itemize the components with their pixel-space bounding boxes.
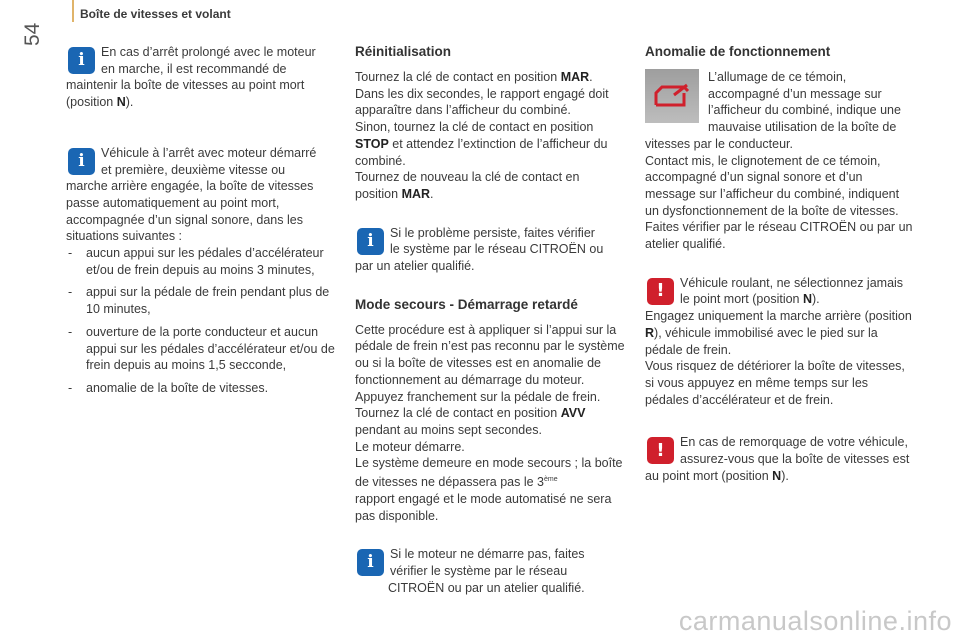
info-note-auto-neutral — [66, 145, 342, 397]
column-right — [645, 44, 915, 484]
warning-note-text: En cas de remorquage de votre véhicule, assurez-vous que la boîte de vitesses est au point mort (position N). — [645, 435, 910, 483]
info-note-text: Si le moteur ne démarre pas, faites vérifier le système par le réseau CITROËN ou par un atelier qualifié. — [388, 547, 585, 595]
heading-anomalie: Anomalie de fonctionnement — [645, 44, 831, 59]
column-middle — [355, 44, 625, 596]
info-note-engine — [355, 546, 625, 596]
reinit-text: Tournez la clé de contact en position MAR. Dans les dix secondes, le rapport engagé doit apparaître dans l’afficheur du combiné. Sinon, tournez la clé de contact en position STOP et attendez l’extinction de l’afficheur du combiné. Tournez de nouveau la clé de contact en position MAR. — [355, 70, 609, 201]
info-note-text: Véhicule à l’arrêt avec moteur démarré et première, deuxième vitesse ou marche arrière engagée, la boîte de vitesses passe automatiquement au point mort, accompagnée d’un signal sonore, dans les situations suivantes : — [66, 145, 317, 244]
gearbox-warning-lamp-icon — [645, 69, 699, 123]
list-item: - ouverture de la porte conducteur et aucun appui sur les pédales d’accélérateur et/ou de frein depuis au moins 1,5 secconde, — [66, 324, 342, 374]
warning-icon: ! — [647, 278, 674, 305]
anomalie-block — [645, 69, 915, 253]
page-number: 54 — [21, 22, 44, 46]
header-accent-bar — [72, 0, 74, 22]
mode-secours-text: Cette procédure est à appliquer si l’appui sur la pédale de frein n’est pas reconnu par le système ou si la boîte de vitesses est en anomalie de fonctionnement au démarrage du moteur. Appuyez franchement sur la pédale de frein. Tournez la clé de contact en position AVV pendant au moins sept secondes. Le moteur démarre. Le système demeure en mode secours ; la boîte de vitesses ne dépassera pas le 3ème rapport engagé et le mode automatisé ne sera pas disponible. — [355, 322, 625, 523]
watermark: carmanualsonline.info — [678, 606, 952, 636]
info-note-persist — [355, 225, 625, 275]
list-item: - anomalie de la boîte de vitesses. — [66, 380, 342, 397]
list-item: - aucun appui sur les pédales d’accélérateur et/ou de frein depuis au moins 3 minutes, — [66, 245, 342, 278]
heading-reinitialisation: Réinitialisation — [355, 44, 452, 59]
heading-mode-secours: Mode secours - Démarrage retardé — [355, 296, 578, 312]
info-note-text: En cas d’arrêt prolongé avec le moteur en marche, il est recommandé de maintenir la boîte de vitesses au point mort (position N). — [66, 45, 316, 110]
warning-note-neutral — [645, 275, 915, 409]
info-icon: i — [357, 228, 384, 255]
info-note-text: Si le problème persiste, faites vérifier le système par le réseau CITROËN ou par un atelier qualifié. — [355, 225, 604, 274]
column-left — [66, 44, 342, 403]
info-note-neutral — [66, 44, 342, 111]
info-icon: i — [68, 148, 95, 175]
warning-icon: ! — [647, 437, 674, 464]
conditions-list — [66, 245, 342, 397]
list-item: - appui sur la pédale de frein pendant plus de 10 minutes, — [66, 284, 342, 317]
warning-note-towing — [645, 434, 915, 484]
page-header-title: Boîte de vitesses et volant — [80, 7, 231, 21]
info-icon: i — [357, 549, 384, 576]
anomalie-text: L’allumage de ce témoin, accompagné d’un message sur l’afficheur du combiné, indique une mauvaise utilisation de la boîte de vitesses par le conducteur. Contact mis, le clignotement de ce témoin, accompagné d’un signal sonore et d’un message sur l’afficheur du combiné, indiquent un dysfonctionnement de la boîte de vitesses. Faites vérifier par le réseau CITROËN ou par un atelier qualifié. — [645, 70, 913, 252]
warning-note-text: Véhicule roulant, ne sélectionnez jamais le point mort (position N). Engagez uniquement la marche arrière (position R), véhicule immobilisé avec le pied sur la pédale de frein. Vous risquez de détériorer la boîte de vitesses, si vous appuyez en même temps sur les pédales d’accélérateur et de frein. — [645, 275, 912, 407]
info-icon: i — [68, 47, 95, 74]
